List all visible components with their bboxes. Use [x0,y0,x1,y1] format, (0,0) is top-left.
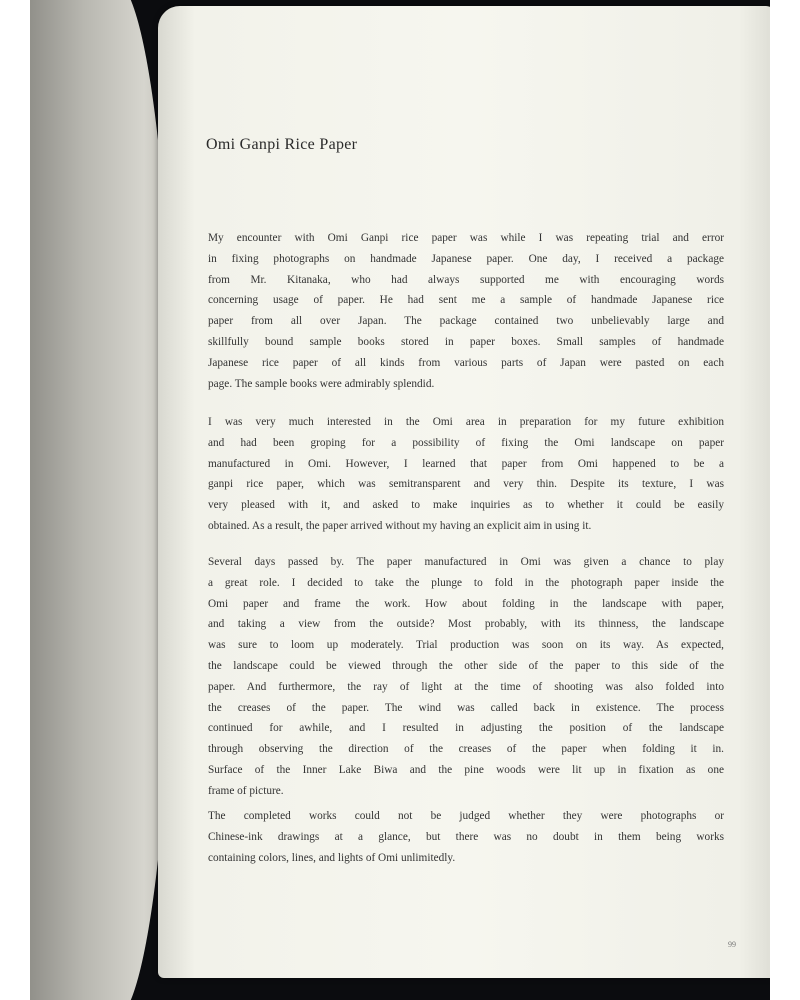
text-line: The completed works could not be judged whether they were photographs or [208,810,724,822]
book-photo [30,0,770,1000]
text-line: from Mr. Kitanaka, who had always supported me with encouraging words [208,273,724,286]
paragraph-3 [208,552,724,802]
text-line: Surface of the Inner Lake Biwa and the pine woods were lit up in fixation as one [208,763,724,776]
page-number: 99 [728,940,736,949]
text-line: skillfully bound sample books stored in paper boxes. Small samples of handmade [208,335,724,348]
text-line: continued for awhile, and I resulted in adjusting the position of the landscape [208,722,724,735]
text-line: was sure to loom up moderately. Trial production was soon on its way. As expected, [208,639,724,652]
text-line: I was very much interested in the Omi area in preparation for my future exhibition [208,416,724,428]
text-line: in fixing photographs on handmade Japanese paper. One day, I received a package [208,252,724,265]
text-line: My encounter with Omi Ganpi rice paper was while I was repeating trial and error [208,232,724,244]
text-line: containing colors, lines, and lights of Omi unlimitedly. [208,851,456,864]
text-line: page. The sample books were admirably splendid. [208,377,435,390]
left-page-edge [30,0,174,1000]
page-title: Omi Ganpi Rice Paper [206,136,358,153]
paragraph-4 [208,806,724,868]
book-page [158,6,770,978]
text-line: and taking a view from the outside? Most probably, with its thinness, the landscape [208,618,724,631]
text-line: through observing the direction of the creases of the paper when folding it in. [208,743,724,756]
text-line: Chinese-ink drawings at a glance, but there was no doubt in them being works [208,830,724,843]
text-line: concerning usage of paper. He had sent me a sample of handmade Japanese rice [208,294,724,307]
text-line: ganpi rice paper, which was semitransparent and very thin. Despite its texture, I was [208,478,724,491]
text-line: paper. And furthermore, the ray of light at the time of shooting was also folded into [208,680,724,693]
text-line: manufactured in Omi. However, I learned that paper from Omi happened to be a [208,457,724,470]
text-line: a great role. I decided to take the plunge to fold in the photograph paper inside the [208,576,724,589]
text-line: Several days passed by. The paper manufactured in Omi was given a chance to play [208,556,724,568]
paragraph-1 [208,228,724,394]
text-line: Omi paper and frame the work. How about folding in the landscape with paper, [208,597,724,610]
text-line: obtained. As a result, the paper arrived without my having an explicit aim in using it. [208,519,592,532]
text-line: frame of picture. [208,784,284,797]
text-line: very pleased with it, and asked to make inquiries as to whether it could be easily [208,499,724,512]
text-line: paper from all over Japan. The package contained two unbelievably large and [208,315,724,328]
text-line: the landscape could be viewed through the other side of the paper to this side of the [208,659,724,672]
text-line: Japanese rice paper of all kinds from various parts of Japan were pasted on each [208,356,724,369]
paragraph-2 [208,412,724,537]
text-line: and had been groping for a possibility of fixing the Omi landscape on paper [208,436,724,449]
text-line: the creases of the paper. The wind was called back in existence. The process [208,701,724,714]
